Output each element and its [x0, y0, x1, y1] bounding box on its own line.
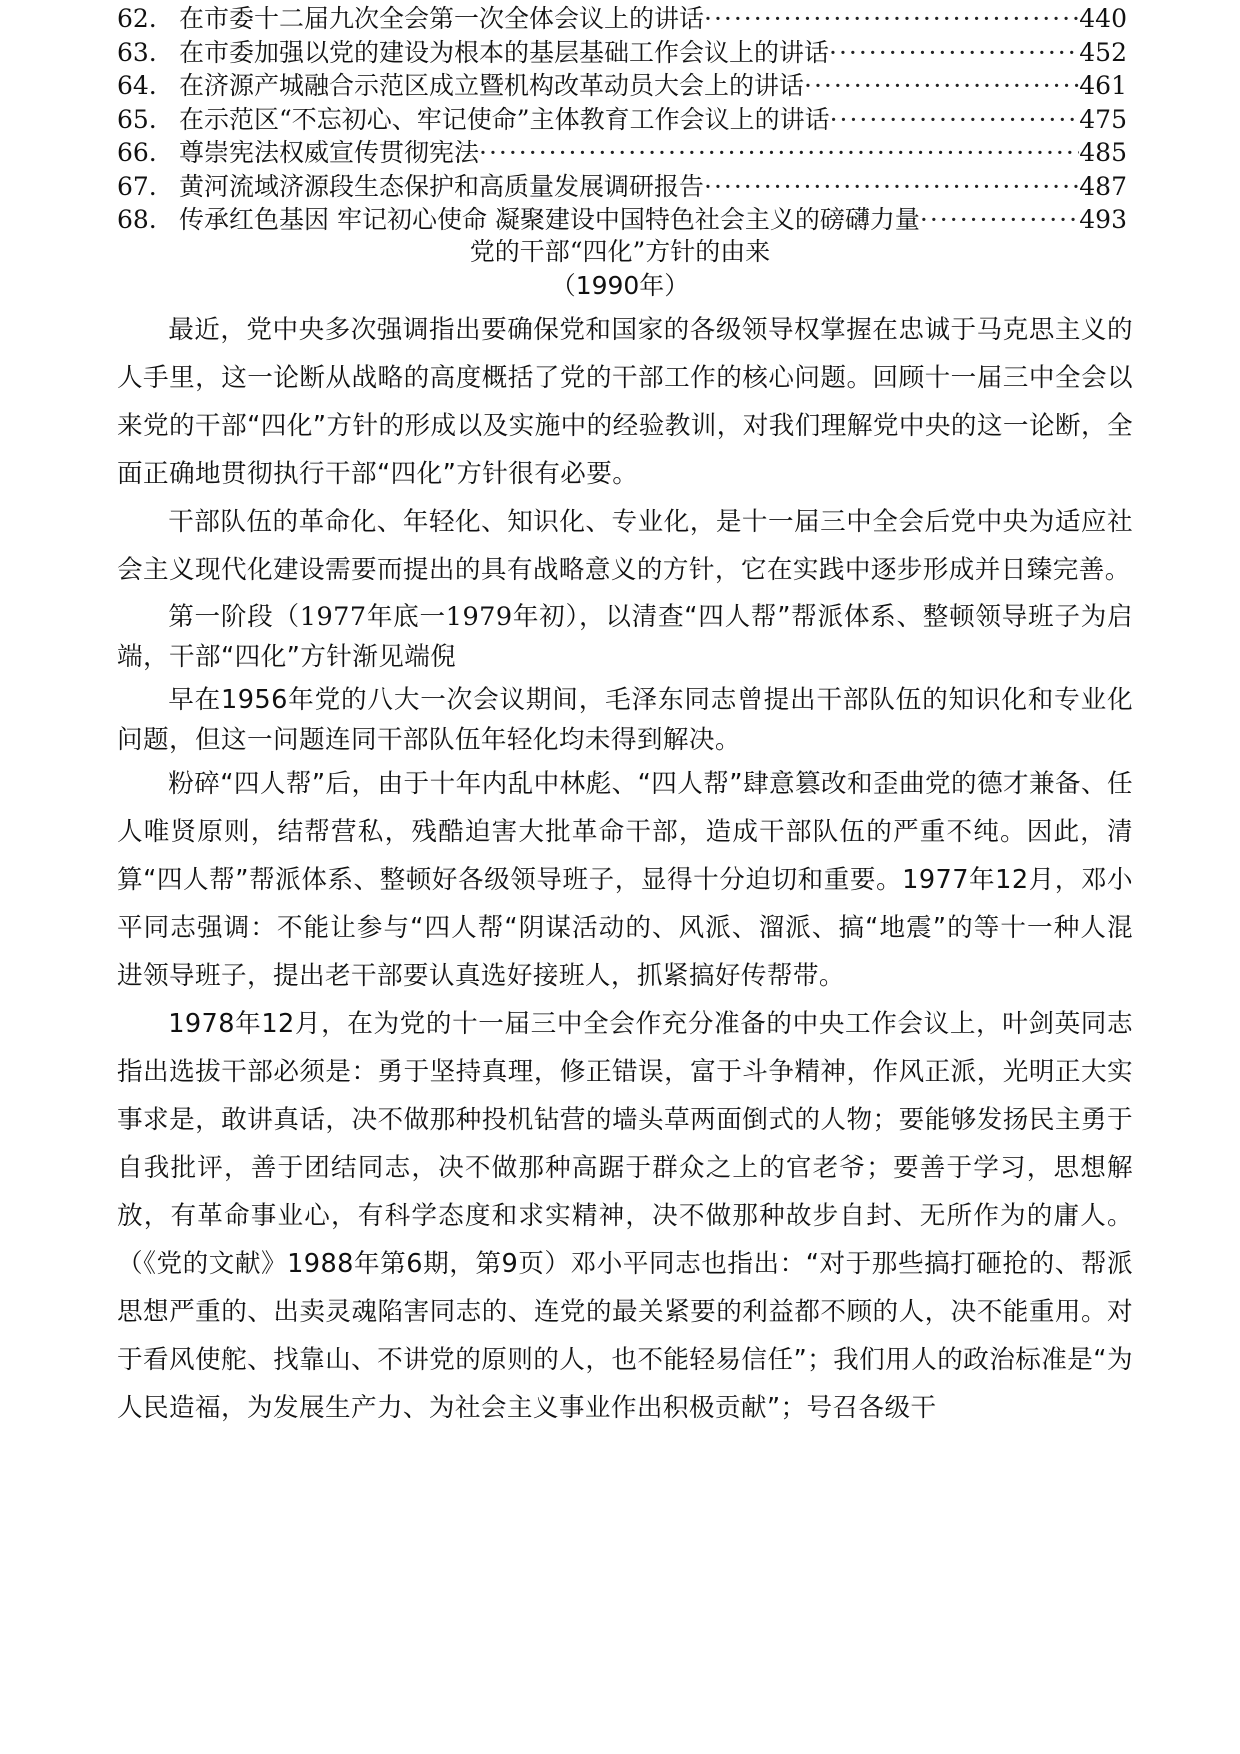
toc-entry-title: 在济源产城融合示范区成立暨机构改革动员大会上的讲话: [179, 71, 805, 100]
toc-entry-number: 67.: [117, 171, 157, 201]
toc-entry-page: 475: [1079, 104, 1127, 134]
toc-entry-number: 65.: [117, 104, 157, 134]
toc-entry-page: 493: [1079, 205, 1127, 234]
toc-dot-leader: [704, 2, 1079, 36]
toc-entry-title: 在示范区“不忘初心、牢记使命”主体教育工作会议上的讲话: [179, 104, 830, 134]
toc-entry-number: 63.: [117, 37, 157, 67]
paragraph: 早在1956年党的八大一次会议期间，毛泽东同志曾提出干部队伍的知识化和专业化问题，但这一问题连同干部队伍年轻化均未得到解决。: [117, 685, 1133, 755]
toc-entry-page: 452: [1079, 37, 1127, 67]
article-year: （1990年）: [550, 271, 690, 300]
toc-entry[interactable]: [117, 170, 1127, 204]
stage-date-range: （1977年底一1979年初）: [273, 602, 580, 632]
toc-entry-number: 64.: [117, 71, 157, 100]
toc-entry[interactable]: [117, 136, 1127, 170]
toc-entry[interactable]: [117, 69, 1127, 103]
stage-label: 第一阶段: [168, 602, 274, 632]
section-heading: [117, 597, 1133, 677]
toc-dot-leader: [804, 69, 1079, 103]
toc-entry[interactable]: [117, 2, 1127, 36]
toc-entry[interactable]: [117, 203, 1127, 237]
toc-entry-page: 487: [1079, 171, 1127, 201]
toc-entry-number: 66.: [117, 138, 157, 167]
toc-entry-number: 62.: [117, 4, 157, 33]
toc-entry-page: 440: [1079, 4, 1127, 33]
toc-dot-leader: [920, 203, 1079, 237]
toc-entry[interactable]: [117, 103, 1127, 137]
paragraph: 干部队伍的革命化、年轻化、知识化、专业化，是十一届三中全会后党中央为适应社会主义现代化建设需要而提出的具有战略意义的方针，它在实践中逐步形成并日臻完善。: [117, 507, 1133, 585]
toc-dot-leader: [479, 136, 1079, 170]
toc-entry-number: 68.: [117, 205, 157, 234]
toc-entry-title: 黄河流域济源段生态保护和高质量发展调研报告: [179, 171, 705, 201]
table-of-contents: [117, 2, 1127, 237]
toc-entry-title: 在市委加强以党的建设为根本的基层基础工作会议上的讲话: [179, 37, 830, 67]
article-body: [117, 306, 1133, 1432]
toc-entry-title: 在市委十二届九次全会第一次全体会议上的讲话: [179, 4, 705, 33]
toc-entry-page: 461: [1079, 71, 1127, 100]
toc-entry-page: 485: [1079, 138, 1127, 167]
paragraph: 最近，党中央多次强调指出要确保党和国家的各级领导权掌握在忠诚于马克思主义的人手里，这一论断从战略的高度概括了党的干部工作的核心问题。回顾十一届三中全会以来党的干部“四化”方针的形成以及实施中的经验教训，对我们理解党中央的这一论断，全面正确地贯彻执行干部“四化”方针很有必要。: [117, 315, 1133, 489]
toc-entry-title: 尊崇宪法权威宣传贯彻宪法: [179, 138, 480, 167]
toc-entry[interactable]: [117, 36, 1127, 70]
paragraph: 1978年12月，在为党的十一届三中全会作充分准备的中央工作会议上，叶剑英同志指出选拔干部必须是：勇于坚持真理，修正错误，富于斗争精神，作风正派，光明正大实事求是，敢讲真话，决不做那种投机钻营的墙头草两面倒式的人物；要能够发扬民主勇于自我批评，善于团结同志，决不做那种高踞于群众之上的官老爷；要善于学习，思想解放，有革命事业心，有科学态度和求实精神，决不做那种故步自封、无所作为的庸人。（《党的文献》1988年第6期，第9页）邓小平同志也指出：“对于那些搞打砸抢的、帮派思想严重的、出卖灵魂陷害同志的、连党的最关紧要的利益都不顾的人，决不能重用。对于看风使舵、找靠山、不讲党的原则的人，也不能轻易信任”；我们用人的政治标准是“为人民造福，为发展生产力、为社会主义事业作出积极贡献”；号召各级干: [117, 1009, 1133, 1423]
article-title: 党的干部“四化”方针的由来: [469, 237, 771, 266]
toc-entry-title: 传承红色基因 牢记初心使命 凝聚建设中国特色社会主义的磅礴力量: [179, 205, 920, 234]
toc-dot-leader: [704, 170, 1079, 204]
toc-dot-leader: [830, 103, 1080, 137]
stage-summary: ，以清查“四人帮”帮派体系、整顿领导班子为启端，干部“四化”方针渐见端倪: [117, 602, 1134, 672]
paragraph: 粉碎“四人帮”后，由于十年内乱中林彪、“四人帮”肆意篡改和歪曲党的德才兼备、任人唯贤原则，结帮营私，残酷迫害大批革命干部，造成干部队伍的严重不纯。因此，清算“四人帮”帮派体系、整顿好各级领导班子，显得十分迫切和重要。1977年12月，邓小平同志强调：不能让参与“四人帮“阴谋活动的、风派、溜派、搞“地震”的等十一种人混进领导班子，提出老干部要认真选好接班人，抓紧搞好传帮带。: [117, 769, 1133, 991]
toc-dot-leader: [829, 36, 1079, 70]
